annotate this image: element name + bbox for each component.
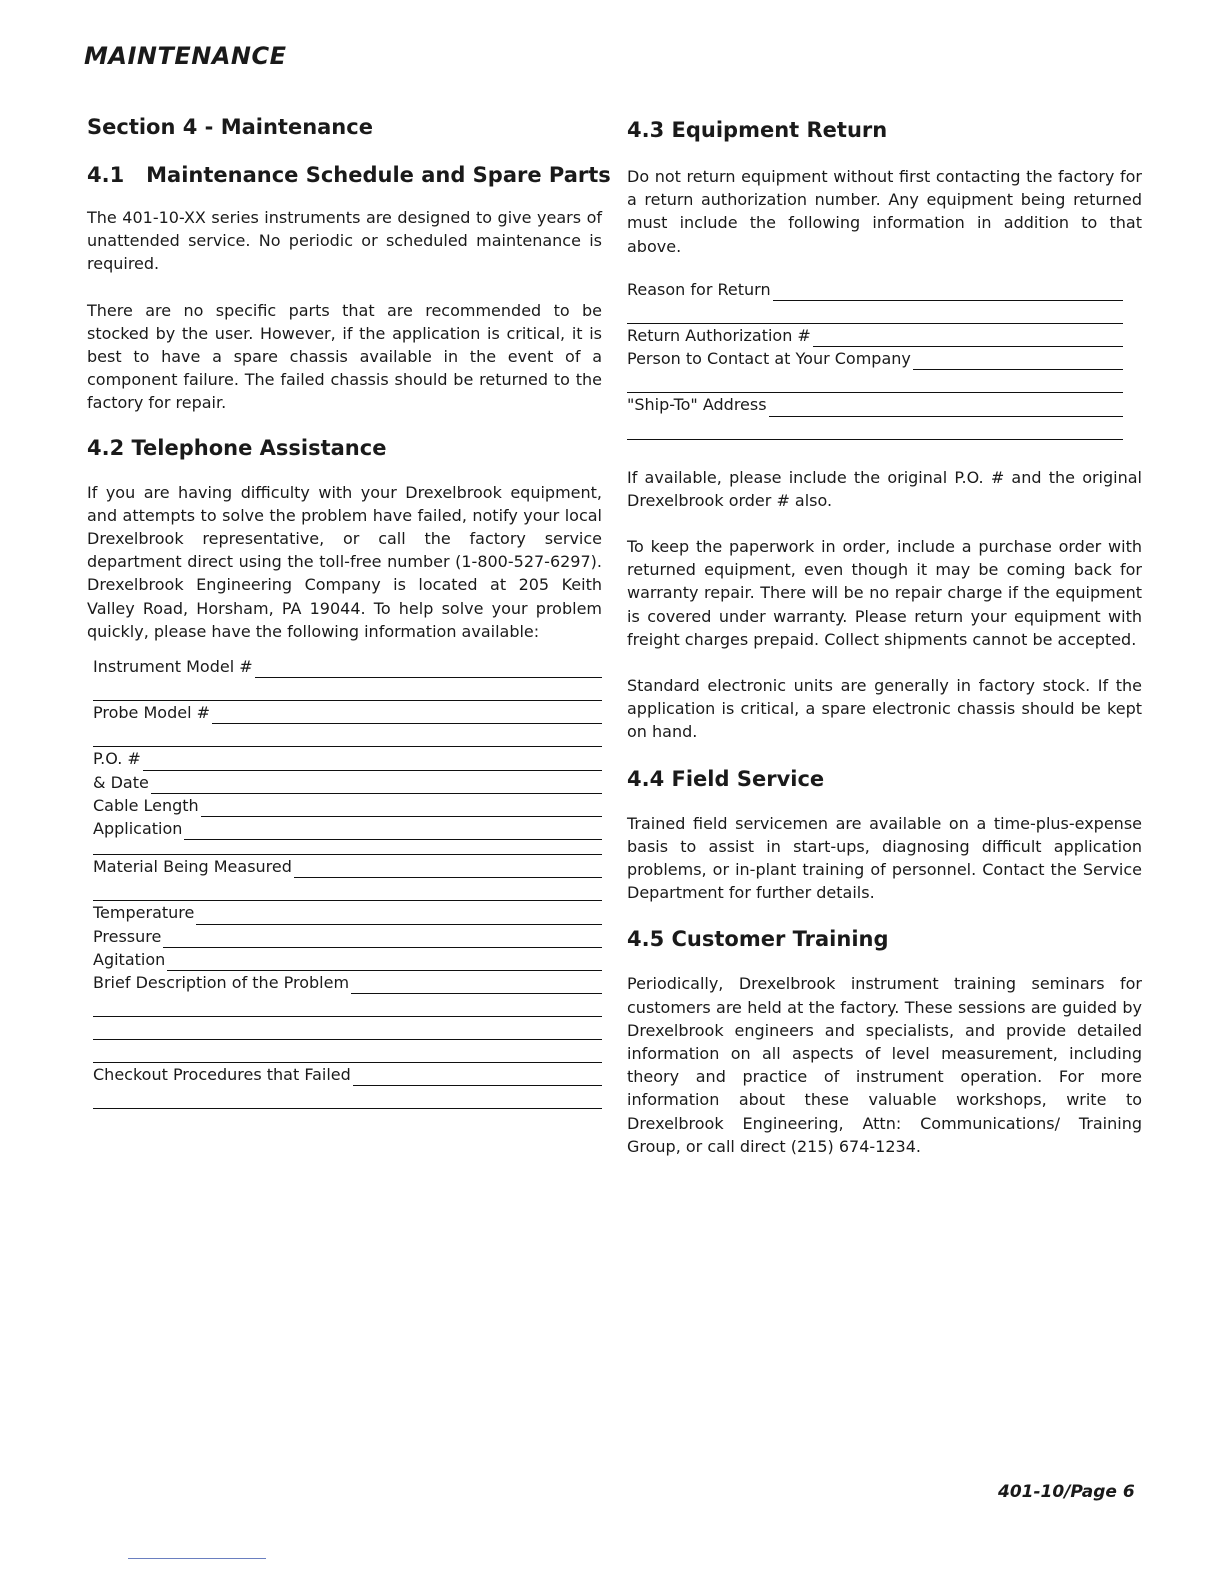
blank-line xyxy=(184,822,602,840)
blank-line xyxy=(769,399,1123,417)
person-field[interactable] xyxy=(627,347,1123,370)
page-footer: 401-10/Page 6 xyxy=(998,1482,1135,1502)
application-field[interactable] xyxy=(93,817,602,840)
field-label: Return Authorization # xyxy=(627,325,811,345)
field-label: Probe Model # xyxy=(93,703,210,723)
material-field[interactable] xyxy=(93,855,602,878)
field-label: Brief Description of the Problem xyxy=(93,972,350,992)
return-form xyxy=(627,278,1123,440)
info-form xyxy=(87,655,602,1109)
field-label: Person to Contact at Your Company xyxy=(627,349,911,369)
right-column xyxy=(627,115,1142,1158)
left-column xyxy=(87,112,611,1109)
field-label: & Date xyxy=(93,772,149,792)
cable-length-field[interactable] xyxy=(93,794,602,817)
field-label: Reason for Return xyxy=(627,279,771,299)
blank-line xyxy=(93,1016,602,1017)
return-auth-field[interactable] xyxy=(627,324,1123,347)
blank-line xyxy=(167,953,602,971)
po-field[interactable] xyxy=(93,747,602,770)
blank-line xyxy=(93,1108,602,1109)
blank-line xyxy=(93,1039,602,1040)
blank-line xyxy=(151,776,602,794)
blank-line xyxy=(773,283,1123,301)
paragraph-4-4: Trained field servicemen are available on a time-plus-expense basis to assist in start-ups, diagnosing difficult application problems, or in-plant training of personnel. Contact the Service Department for further details. xyxy=(627,813,1142,903)
paragraph-4-1-a: The 401-10-XX series instruments are designed to give years of unattended service. No periodic or scheduled maintenance is required. xyxy=(87,208,602,274)
blank-line xyxy=(196,907,602,925)
heading-4-1: 4.1 Maintenance Schedule and Spare Parts xyxy=(87,163,611,187)
paragraph-4-1-b: There are no specific parts that are recommended to be stocked by the user. However, if the application is critical, it is best to have a spare chassis available in the event of a component failure. The failed chassis should be returned to the factory for repair. xyxy=(87,300,602,413)
paragraph-4-5: Periodically, Drexelbrook instrument training seminars for customers are held at the factory. These sessions are guided by Drexelbrook engineers and specialists, and provide detailed information on all aspects of level measurement, including theory and practice of instrument operation. For more information about these valuable workshops, write to Drexelbrook Engineering, Attn: Communications/ Training Group, or call direct (215) 674-1234. xyxy=(627,974,1142,1156)
paragraph-4-3-c: To keep the paperwork in order, include a purchase order with returned equipment, even though it may be coming back for warranty repair. There will be no repair charge if the equipment is covered under warranty. Please return your equipment with freight charges prepaid. Collect shipments cannot be accepted. xyxy=(627,536,1142,649)
heading-4-2: 4.2 Telephone Assistance xyxy=(87,435,387,460)
field-label: "Ship-To" Address xyxy=(627,395,767,415)
temperature-field[interactable] xyxy=(93,901,602,924)
blank-line xyxy=(294,860,602,878)
checkout-field[interactable] xyxy=(93,1063,602,1086)
field-label: Cable Length xyxy=(93,795,199,815)
blank-line xyxy=(813,329,1123,347)
blank-line xyxy=(627,439,1123,440)
date-field[interactable] xyxy=(93,771,602,794)
paragraph-4-2: If you are having difficulty with your Drexelbrook equipment, and attempts to solve the problem have failed, notify your local Drexelbrook representative, or call the factory service department direct using the toll-free number (1-800-527-6297). Drexelbrook Engineering Company is located at 205 Keith Valley Road, Horsham, PA 19044. To help solve your problem quickly, please have the following information available: xyxy=(87,482,602,641)
paragraph-4-3-b: If available, please include the original P.O. # and the original Drexelbrook order # also. xyxy=(627,467,1142,510)
field-label: Temperature xyxy=(93,903,195,923)
blank-line xyxy=(913,352,1123,370)
field-label: Pressure xyxy=(93,926,162,946)
blank-line xyxy=(201,799,602,817)
instrument-model-field[interactable] xyxy=(93,655,602,678)
bottom-divider xyxy=(128,1558,266,1559)
blank-line xyxy=(163,930,602,948)
paragraph-4-3-a: Do not return equipment without first contacting the factory for a return authorization number. Any equipment being returned must include the following information in addition to that above. xyxy=(627,167,1142,256)
blank-line xyxy=(353,1068,602,1086)
ship-to-field[interactable] xyxy=(627,393,1123,416)
page-header: MAINTENANCE xyxy=(84,42,287,70)
blank-line xyxy=(212,706,602,724)
blank-line xyxy=(143,753,602,771)
blank-line xyxy=(351,976,602,994)
field-label: Agitation xyxy=(93,949,166,969)
agitation-field[interactable] xyxy=(93,948,602,971)
field-label: P.O. # xyxy=(93,749,141,769)
field-label: Material Being Measured xyxy=(93,857,292,877)
field-label: Checkout Procedures that Failed xyxy=(93,1065,351,1085)
heading-4-3: 4.3 Equipment Return xyxy=(627,118,888,142)
brief-description-field[interactable] xyxy=(93,971,602,994)
probe-model-field[interactable] xyxy=(93,701,602,724)
paragraph-4-3-d: Standard electronic units are generally in factory stock. If the application is critical, a spare electronic chassis should be kept on hand. xyxy=(627,675,1142,742)
reason-field[interactable] xyxy=(627,278,1123,301)
pressure-field[interactable] xyxy=(93,925,602,948)
field-label: Instrument Model # xyxy=(93,657,253,677)
field-label: Application xyxy=(93,818,183,838)
section-title: Section 4 - Maintenance xyxy=(87,115,373,139)
heading-4-5: 4.5 Customer Training xyxy=(627,927,889,952)
heading-4-4: 4.4 Field Service xyxy=(627,766,825,791)
blank-line xyxy=(255,660,602,678)
